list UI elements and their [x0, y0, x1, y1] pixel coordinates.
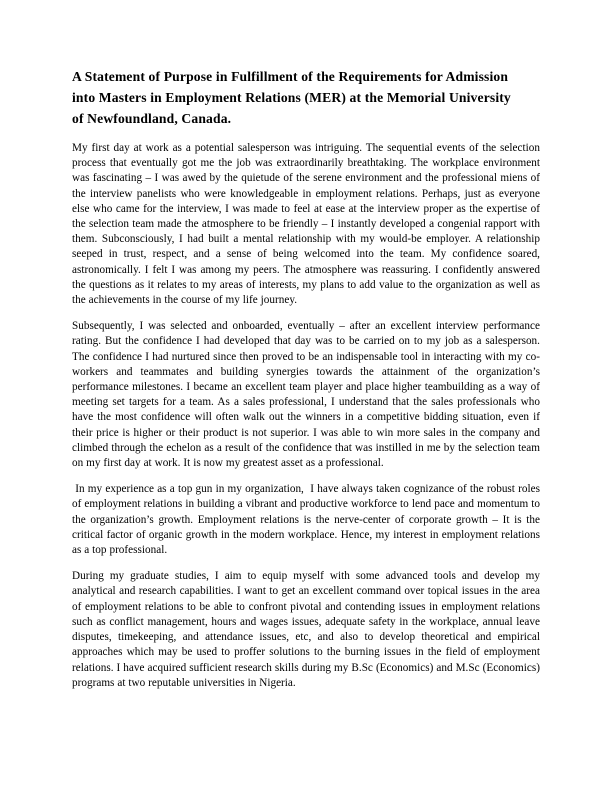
document-body [72, 66, 543, 691]
body-paragraph-1: My first day at work as a potential salesperson was intriguing. The sequential events of the selection process that eventually got me the job was extraordinarily breathtaking. The workplace environment was fascinating – I was awed by the quietude of the serene environment and the professional miens of the interview panelists who were knowledgeable in employment relations. Perhaps, just as everyone else who came for the interview, I was made to feel at ease at the interview proper as the expertise of the selection team made the atmosphere to be friendly – I instantly developed a congenial rapport with them. Subconsciously, I had built a mental relationship with my would-be employer. A relationship seeped in trust, respect, and a sense of being welcomed into the team. My confidence soared, astronomically. I felt I was among my peers. The atmosphere was reassuring. I confidently answered the questions as it relates to my areas of interests, my plans to add value to the organization as well as the achievements in the course of my life journey. [72, 142, 540, 307]
body-paragraph-4: During my graduate studies, I aim to equip myself with some advanced tools and develop my analytical and research capabilities. I want to get an excellent command over topical issues in the area of employment relations to be able to confront pivotal and contending issues in employment relations such as conflict management, hours and wages issues, adequate safety in the workplace, annual leave disputes, timekeeping, and attendance issues, etc, and also to develop theoretical and empirical approaches which may be used to proffer solutions to the burning issues in the field of employment relations. I have acquired sufficient research skills during my B.Sc (Economics) and M.Sc (Economics) programs at two reputable universities in Nigeria. [72, 570, 540, 689]
body-paragraph-2: Subsequently, I was selected and onboarded, eventually – after an excellent interview performance rating. But the confidence I had developed that day was to be carried on to my job as a salesperson. The confidence I had nurtured since then proved to be an indispensable tool in interacting with my co-workers and teammates and building synergies towards the attainment of the organization’s performance milestones. I became an excellent team player and place higher teambuilding as a way of meeting set targets for a team. As a sales professional, I understand that the sales professionals who have the most confidence will often walk out the winners in a competitive bidding situation, even if their price is higher or their product is not superior. I was able to win more sales in the company and climbed through the echelon as a result of the confidence that was instilled in me by the selection team on my first day at work. It is now my greatest asset as a professional. [72, 320, 540, 470]
page-title: A Statement of Purpose in Fulfillment of the Requirements for Admission into Masters in Employment Relations (MER) at the Memorial University of Newfoundland, Canada. [72, 69, 511, 126]
body-paragraph-3: In my experience as a top gun in my organization, I have always taken cognizance of the robust roles of employment relations in building a vibrant and productive workforce to lend pace and momentum to the organization’s growth. Employment relations is the nerve-center of corporate growth – It is the critical factor of organic growth in the modern workplace. Hence, my interest in employment relations as a top professional. [72, 483, 543, 557]
